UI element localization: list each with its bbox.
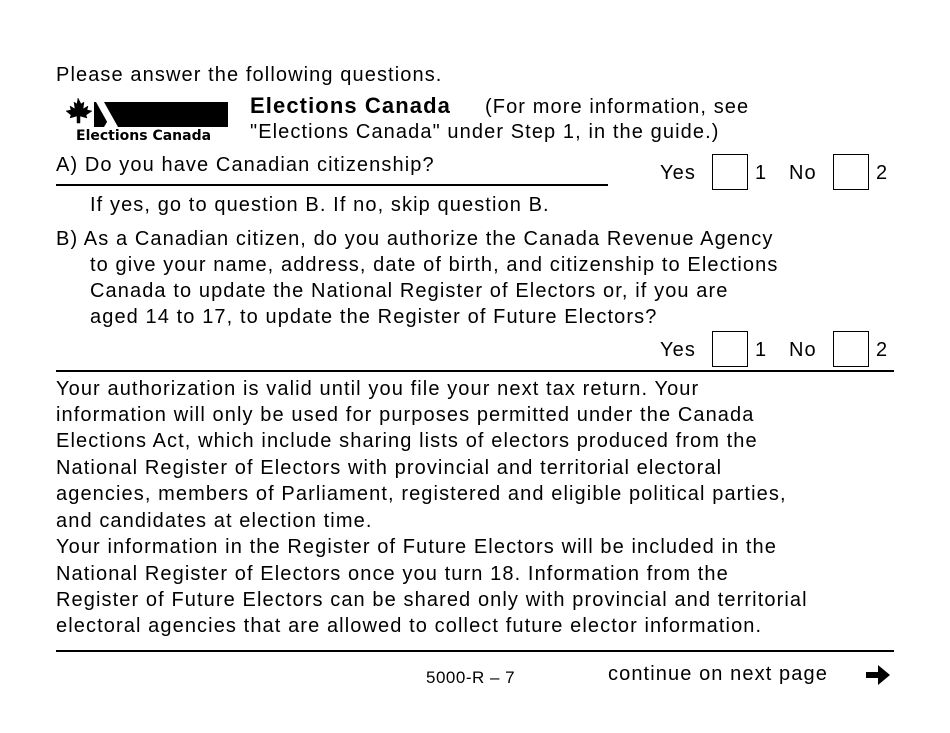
question-b-line2: to give your name, address, date of birth, and citizenship to Elections [90,254,779,276]
question-a-yes-label: Yes [660,162,696,184]
question-a-yes-code: 1 [755,162,768,184]
logo-x-icon [66,96,126,132]
info-line: Register of Future Electors can be shared only with provincial and territorial [56,589,808,611]
question-b-yes-label: Yes [660,339,696,361]
info-line: Your information in the Register of Future Electors will be included in the [56,536,777,558]
info-line: and candidates at election time. [56,510,373,532]
question-b-line3: Canada to update the National Register of Electors or, if you are [90,280,729,302]
question-a-rule [56,184,608,186]
section-note-line2: "Elections Canada" under Step 1, in the guide.) [250,121,720,143]
question-a-no-label: No [789,162,817,184]
intro-text: Please answer the following questions. [56,64,443,86]
info-line: National Register of Electors with provincial and territorial electoral [56,457,723,479]
section-title: Elections Canada [250,93,451,118]
question-b-yes-code: 1 [755,339,768,361]
question-a-no-checkbox[interactable] [833,154,869,190]
question-a-hint: If yes, go to question B. If no, skip question B. [90,194,550,216]
question-b-no-label: No [789,339,817,361]
info-line: National Register of Electors once you turn 18. Information from the [56,563,729,585]
info-line: Elections Act, which include sharing lists of electors produced from the [56,430,758,452]
question-a-no-code: 2 [876,162,889,184]
question-b-no-code: 2 [876,339,889,361]
elections-canada-logo [66,96,230,148]
question-b-yes-checkbox[interactable] [712,331,748,367]
footer-rule [56,650,894,652]
question-b-rule [56,370,894,372]
info-line: Your authorization is valid until you file your next tax return. Your [56,378,700,400]
info-line: information will only be used for purposes permitted under the Canada [56,404,755,426]
question-b-line1: B) As a Canadian citizen, do you authorize the Canada Revenue Agency [56,228,774,250]
question-a-text: A) Do you have Canadian citizenship? [56,154,435,176]
info-line: electoral agencies that are allowed to collect future elector information. [56,615,763,637]
section-note-line1: (For more information, see [485,96,750,118]
continue-text: continue on next page [608,663,828,685]
logo-text: Elections Canada [76,128,212,144]
arrow-right-icon [864,663,892,687]
form-number: 5000-R – 7 [426,668,516,687]
info-line: agencies, members of Parliament, registered and eligible political parties, [56,483,787,505]
question-a-yes-checkbox[interactable] [712,154,748,190]
question-b-no-checkbox[interactable] [833,331,869,367]
question-b-line4: aged 14 to 17, to update the Register of Future Electors? [90,306,658,328]
